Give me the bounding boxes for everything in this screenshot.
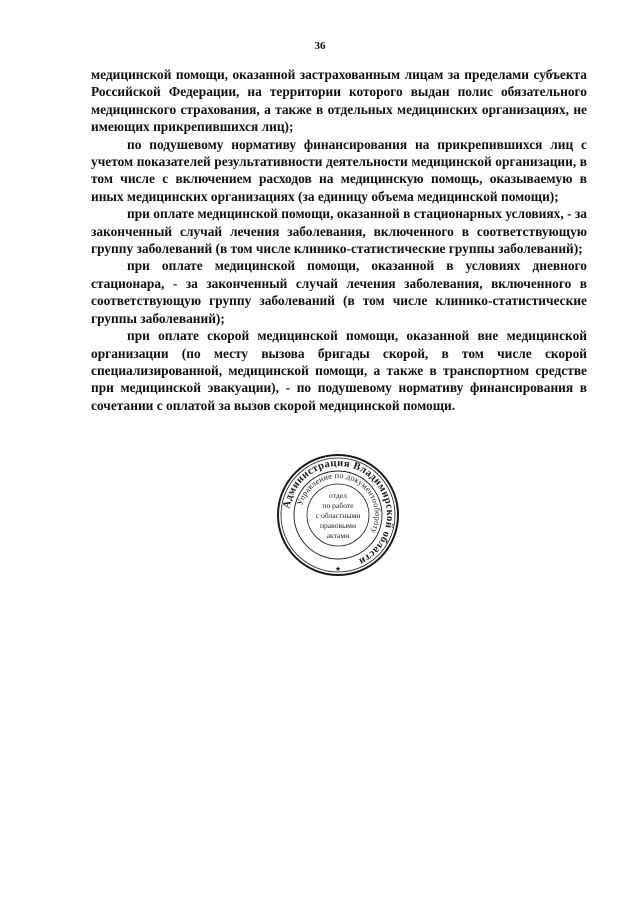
star-icon: ★ — [334, 565, 342, 573]
stamp-center-line: с областными — [315, 511, 361, 520]
paragraph: при оплате медицинской помощи, оказанной в условиях дневного стационара, - за законченный случай лечения заболевания, включенного в соответствующую группу заболеваний (в том числе клинико-статистические группы заболеваний); — [91, 258, 587, 326]
official-stamp — [275, 452, 401, 578]
stamp-center-line: актами — [326, 531, 350, 540]
stamp-outer-text: Администрация Владимирской области — [281, 457, 396, 567]
paragraph: медицинской помощи, оказанной застрахованным лицам за пределами субъекта Российской Федерации, на территории которого выдан полис обязательного медицинского страхования, а также в отдельных медицинских организациях, не имеющих прикрепившихся лиц); — [91, 67, 587, 135]
paragraph: при оплате медицинской помощи, оказанной в стационарных условиях, - за законченный случай лечения заболевания, включенного в соответствующую группу заболеваний (в том числе клинико-статистические группы заболеваний); — [91, 206, 587, 257]
paragraph: по подушевому нормативу финансирования на прикрепившихся лиц с учетом показателей результативности деятельности медицинской организации, в том числе с включением расходов на медицинскую помощь, оказываемую в иных медицинских организациях (за единицу объема медицинской помощи); — [91, 136, 587, 204]
document-body — [91, 66, 587, 414]
paragraph: при оплате скорой медицинской помощи, оказанной вне медицинской организации (по месту вызова бригады скорой, в том числе скорой специализированной, медицинской помощи, а также в транспортном средстве при медицинской эвакуации), - по подушевому нормативу финансирования в сочетании с оплатой за вызов скорой медицинской помощи. — [91, 328, 587, 413]
page-number: 36 — [314, 40, 326, 52]
stamp-center-line: правовыми — [319, 521, 357, 530]
stamp-center-line: по работе — [322, 501, 354, 510]
stamp-seal — [275, 452, 401, 578]
stamp-center-line: отдел — [329, 491, 347, 500]
stamp-inner-text: Управление по документообороту — [295, 470, 383, 536]
